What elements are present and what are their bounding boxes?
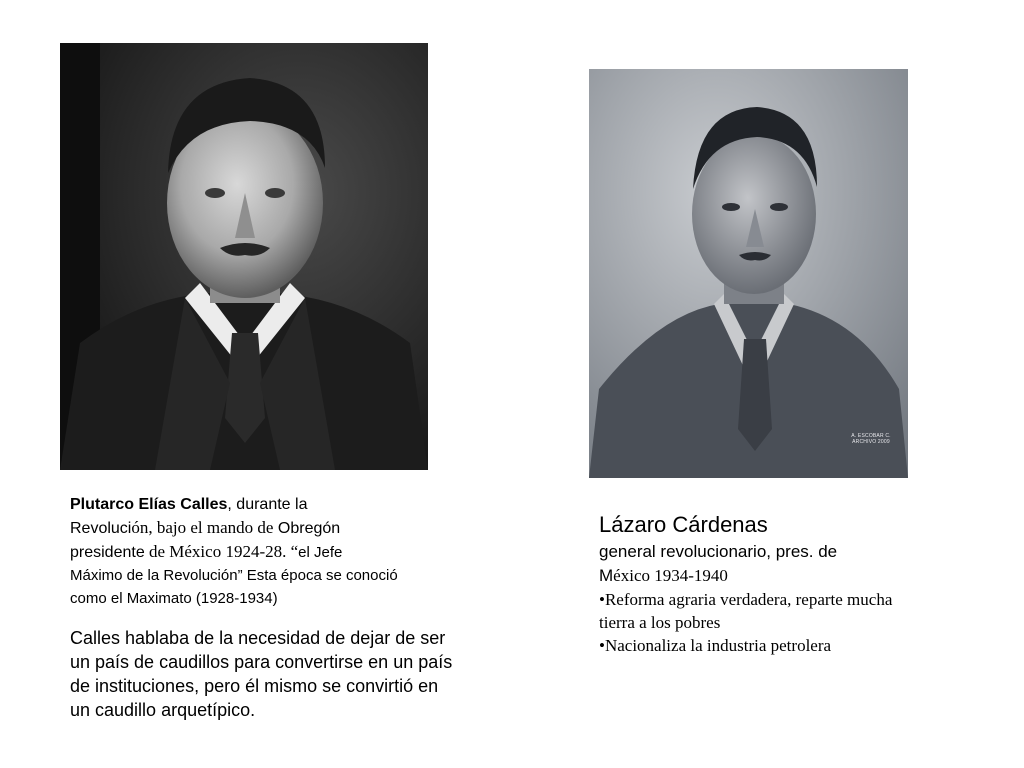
calles-paragraph: Calles hablaba de la necesidad de dejar de ser un país de caudillos para convertirse en un país de instituciones, pero él mismo se convirtió en un caudillo arquetípico. [70, 628, 453, 720]
cardenas-role-line-1: general revolucionario, pres. de [599, 542, 838, 561]
photo-stamp: A. ESCOBAR C. ARCHIVO 2009 [851, 433, 891, 445]
cardenas-caption [599, 510, 929, 657]
calles-caption-line-5: como el Maximato (1928-1934) [70, 590, 278, 607]
cardenas-bullet-2: •Nacionaliza la industria petrolera [599, 636, 832, 655]
cardenas-role-line-2: México 1934-1940 [599, 566, 728, 585]
cardenas-name: Lázaro Cárdenas [599, 512, 768, 537]
cardenas-bullet-1: •Reforma agraria verdadera, reparte mucha tierra a los pobres [599, 590, 893, 632]
calles-caption [70, 493, 465, 610]
calles-caption-line-1: Plutarco Elías Calles, durante la [70, 496, 308, 513]
calles-portrait-photo [60, 43, 428, 470]
calles-caption-line-2: Revolución, bajo el mando de Obregón [70, 518, 341, 537]
calles-caption-line-3: presidente de México 1924-28. “el Jefe [70, 542, 343, 561]
calles-caption-line-4: Máximo de la Revolución” Esta época se conoció [70, 567, 398, 584]
cardenas-portrait-photo [589, 69, 908, 478]
calles-name: Plutarco Elías Calles [70, 496, 228, 513]
